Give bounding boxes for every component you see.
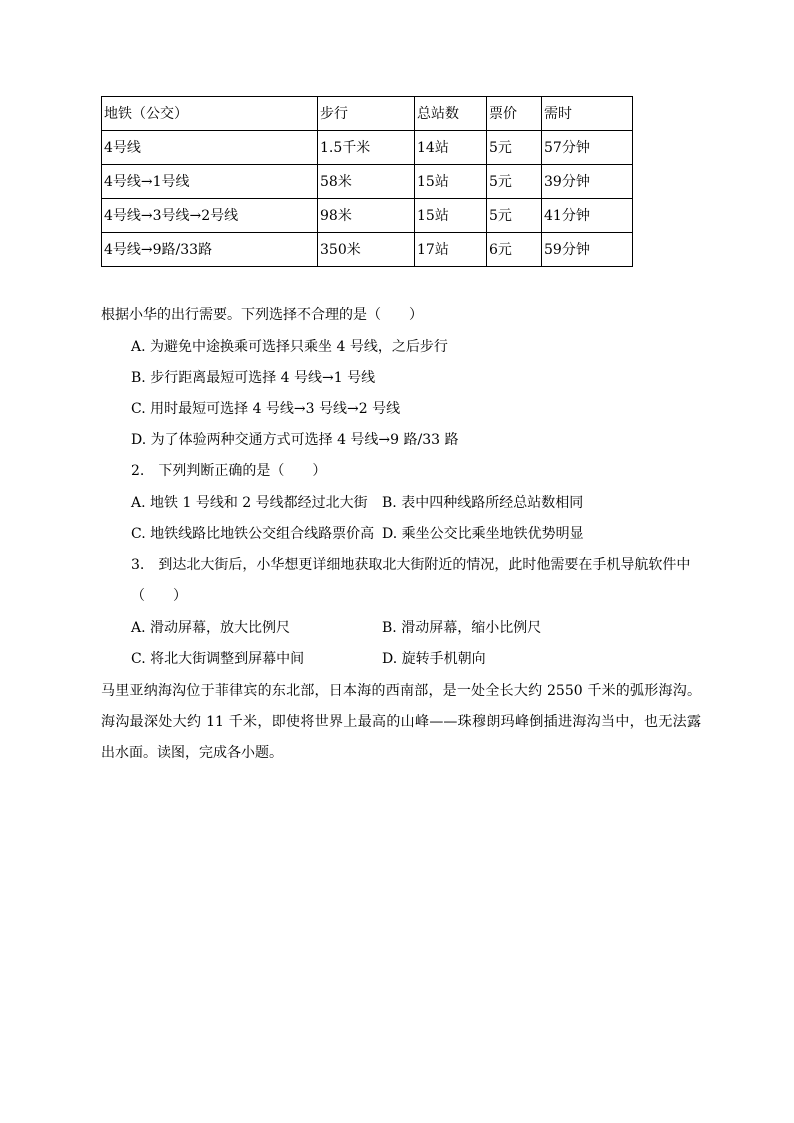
time-cell: 57分钟 xyxy=(542,131,633,165)
stops-cell: 17站 xyxy=(415,233,487,267)
stops-cell: 14站 xyxy=(415,131,487,165)
header-walk: 步行 xyxy=(318,97,415,131)
fare-cell: 6元 xyxy=(487,233,542,267)
q3-option-b: B. 滑动屏幕，缩小比例尺 xyxy=(382,620,542,636)
q2-stem: 2. 下列判断正确的是（ ） xyxy=(131,463,327,479)
walk-cell: 58米 xyxy=(318,165,415,199)
header-route: 地铁（公交） xyxy=(102,97,318,131)
route-cell: 4号线 xyxy=(102,131,318,165)
q2-option-c: C. 地铁线路比地铁公交组合线路票价高 xyxy=(131,526,375,542)
q3-option-c: C. 将北大街调整到屏幕中间 xyxy=(131,651,305,667)
q1-option-c: C. 用时最短可选择 4 号线→3 号线→2 号线 xyxy=(131,401,401,417)
header-time: 需时 xyxy=(542,97,633,131)
walk-cell: 350米 xyxy=(318,233,415,267)
route-table xyxy=(101,96,633,267)
table-row xyxy=(102,233,633,267)
q2-option-a: A. 地铁 1 号线和 2 号线都经过北大街 xyxy=(131,495,368,511)
table-row xyxy=(102,199,633,233)
q1-option-d: D. 为了体验两种交通方式可选择 4 号线→9 路/33 路 xyxy=(131,432,459,448)
q3-answer-paren: （ ） xyxy=(131,588,187,604)
table-row xyxy=(102,165,633,199)
fare-cell: 5元 xyxy=(487,131,542,165)
walk-cell: 1.5千米 xyxy=(318,131,415,165)
q1-option-a: A. 为避免中途换乘可选择只乘坐 4 号线，之后步行 xyxy=(131,339,448,355)
fare-cell: 5元 xyxy=(487,199,542,233)
mariana-passage: 马里亚纳海沟位于菲律宾的东北部，日本海的西南部，是一处全长大约 2550 千米的弧形海沟。海沟最深处大约 11 千米，即使将世界上最高的山峰——珠穆朗玛峰倒插进海沟当中，也无法露出水面。读图，完成各小题。 xyxy=(101,683,701,761)
walk-cell: 98米 xyxy=(318,199,415,233)
q3-option-d: D. 旋转手机朝向 xyxy=(382,651,486,667)
q3-stem: 3. 到达北大街后，小华想更详细地获取北大街附近的情况，此时他需要在手机导航软件中 xyxy=(131,557,691,573)
route-cell: 4号线→3号线→2号线 xyxy=(102,199,318,233)
table-row xyxy=(102,131,633,165)
time-cell: 59分钟 xyxy=(542,233,633,267)
table-header-row xyxy=(102,97,633,131)
route-cell: 4号线→1号线 xyxy=(102,165,318,199)
q2-option-d: D. 乘坐公交比乘坐地铁优势明显 xyxy=(382,526,584,542)
stops-cell: 15站 xyxy=(415,165,487,199)
q2-option-b: B. 表中四种线路所经总站数相同 xyxy=(382,495,584,511)
time-cell: 39分钟 xyxy=(542,165,633,199)
time-cell: 41分钟 xyxy=(542,199,633,233)
route-cell: 4号线→9路/33路 xyxy=(102,233,318,267)
header-fare: 票价 xyxy=(487,97,542,131)
q1-option-b: B. 步行距离最短可选择 4 号线→1 号线 xyxy=(131,370,376,386)
header-stops: 总站数 xyxy=(415,97,487,131)
stops-cell: 15站 xyxy=(415,199,487,233)
fare-cell: 5元 xyxy=(487,165,542,199)
q3-option-a: A. 滑动屏幕，放大比例尺 xyxy=(131,620,291,636)
q1-stem: 根据小华的出行需要。下列选择不合理的是（ ） xyxy=(101,307,423,323)
